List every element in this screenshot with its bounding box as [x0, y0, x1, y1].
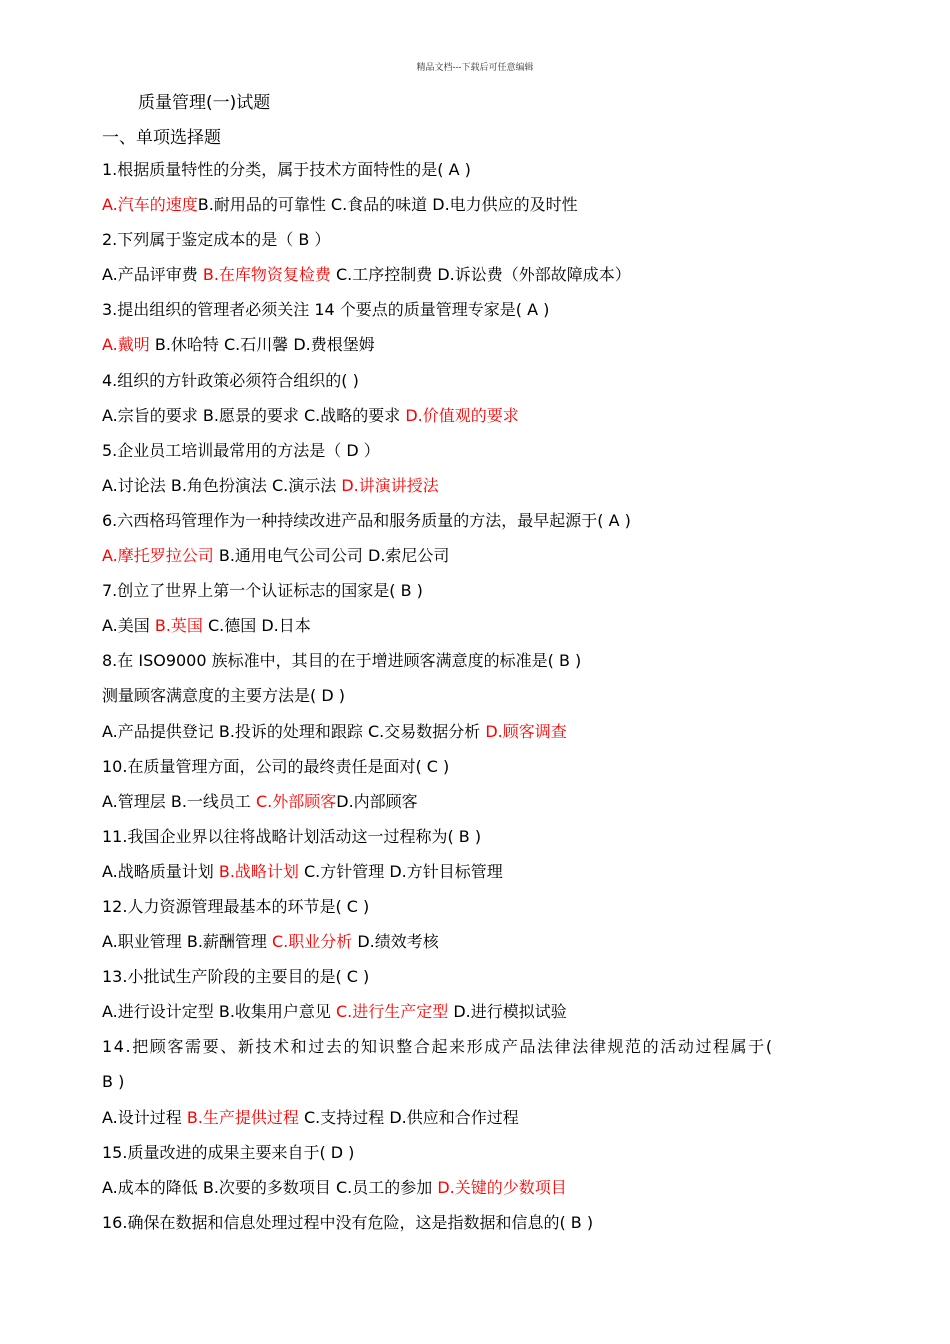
text-line	[102, 825, 862, 860]
text-line	[102, 1035, 862, 1070]
text-line	[102, 474, 862, 509]
page-title: 质量管理(一)试题	[138, 93, 271, 113]
text-line	[102, 895, 862, 930]
answer-highlight: A.摩托罗拉公司	[102, 546, 214, 566]
line-text: D.进行模拟试验	[448, 1002, 567, 1022]
text-line	[102, 263, 862, 298]
text-line	[102, 158, 862, 193]
answer-highlight: B.生产提供过程	[186, 1107, 299, 1127]
line-text: C.方针管理 D.方针目标管理	[298, 861, 503, 881]
line-text: C.支持过程 D.供应和合作过程	[298, 1107, 519, 1127]
answer-highlight: A.汽车的速度	[102, 195, 198, 215]
text-line	[102, 333, 862, 368]
line-text: 15.质量改进的成果主要来自于( D )	[102, 1142, 355, 1162]
line-text: A.设计过程	[102, 1107, 187, 1127]
header-note: 精品文档---下载后可任意编辑	[416, 63, 534, 73]
line-text: 8.在 ISO9000 族标准中，其目的在于增进顾客满意度的标准是( B )	[102, 651, 582, 671]
line-text: B.休哈特 C.石川馨 D.费根堡姆	[149, 335, 375, 355]
text-line	[102, 614, 862, 649]
text-line	[102, 369, 862, 404]
line-text: 12.人力资源管理最基本的环节是( C )	[102, 896, 370, 916]
line-text: A.成本的降低 B.次要的多数项目 C.员工的参加	[102, 1177, 438, 1197]
text-line	[102, 404, 862, 439]
line-text: 11.我国企业界以往将战略计划活动这一过程称为( B )	[102, 826, 482, 846]
answer-highlight: B.战略计划	[218, 861, 299, 881]
text-line	[102, 720, 862, 755]
answer-highlight: B.在库物资复检费	[202, 265, 331, 285]
text-line	[102, 1176, 862, 1211]
line-text: 5.企业员工培训最常用的方法是（ D ）	[102, 440, 380, 460]
line-text: D.绩效考核	[352, 932, 439, 952]
text-line	[102, 439, 862, 474]
text-line	[102, 755, 862, 790]
line-text: A.产品提供登记 B.投诉的处理和跟踪 C.交易数据分析	[102, 721, 486, 741]
answer-highlight: A.戴明	[102, 335, 150, 355]
text-line	[102, 1000, 862, 1035]
text-line	[102, 930, 862, 965]
line-text: 7.创立了世界上第一个认证标志的国家是( B )	[102, 581, 423, 601]
line-text: A.美国	[102, 616, 155, 636]
text-line	[102, 649, 862, 684]
line-text: C.工序控制费 D.诉讼费（外部故障成本）	[330, 265, 631, 285]
line-text: 10.在质量管理方面，公司的最终责任是面对( C )	[102, 756, 450, 776]
line-text: A.管理层 B.一线员工	[102, 791, 256, 811]
line-text: A.产品评审费	[102, 265, 203, 285]
answer-highlight: B.英国	[154, 616, 203, 636]
line-text: 2.下列属于鉴定成本的是（ B ）	[102, 230, 331, 250]
text-line	[102, 860, 862, 895]
answer-highlight: D.顾客调查	[485, 721, 567, 741]
text-line	[102, 579, 862, 614]
line-text: A.进行设计定型 B.收集用户意见	[102, 1002, 336, 1022]
answer-highlight: C.职业分析	[272, 932, 353, 952]
line-text: A.战略质量计划	[102, 861, 219, 881]
line-text: B.通用电气公司公司 D.索尼公司	[213, 546, 450, 566]
line-text: 1.根据质量特性的分类，属于技术方面特性的是( A )	[102, 160, 471, 179]
line-text: A.宗旨的要求 B.愿景的要求 C.战略的要求	[102, 405, 406, 425]
line-text: A.讨论法 B.角色扮演法 C.演示法	[102, 475, 342, 495]
question-list	[102, 158, 862, 1246]
text-line	[102, 1211, 862, 1246]
line-text: 测量顾客满意度的主要方法是( D )	[102, 686, 345, 706]
text-line	[102, 544, 862, 579]
text-line	[102, 228, 862, 263]
text-line	[102, 509, 862, 544]
line-text: A.职业管理 B.薪酬管理	[102, 932, 272, 952]
text-line	[102, 1070, 862, 1105]
text-line	[102, 790, 862, 825]
line-text: 13.小批试生产阶段的主要目的是( C )	[102, 967, 370, 987]
line-text: B.耐用品的可靠性 C.食品的味道 D.电力供应的及时性	[197, 195, 578, 215]
line-text: 4.组织的方针政策必须符合组织的( )	[102, 370, 359, 390]
answer-highlight: D.关键的少数项目	[437, 1177, 567, 1197]
text-line	[102, 1106, 862, 1141]
text-line	[102, 1141, 862, 1176]
line-text: 16.确保在数据和信息处理过程中没有危险，这是指数据和信息的( B )	[102, 1212, 594, 1232]
line-text: B )	[102, 1072, 125, 1092]
answer-highlight: D.价值观的要求	[405, 405, 519, 425]
line-text: 6.六西格玛管理作为一种持续改进产品和服务质量的方法，最早起源于( A )	[102, 510, 631, 530]
line-text: D.内部顾客	[336, 791, 418, 811]
line-text: C.德国 D.日本	[202, 616, 311, 636]
section-heading: 一、单项选择题	[102, 128, 221, 148]
text-line	[102, 684, 862, 719]
line-text: 14.把顾客需要、新技术和过去的知识整合起来形成产品法律法律规范的活动过程属于(	[102, 1037, 774, 1057]
line-text: 3.提出组织的管理者必须关注 14 个要点的质量管理专家是( A )	[102, 300, 550, 320]
text-line	[102, 298, 862, 333]
answer-highlight: D.讲演讲授法	[341, 475, 439, 495]
answer-highlight: C.进行生产定型	[336, 1002, 449, 1022]
answer-highlight: C.外部顾客	[256, 791, 337, 811]
text-line	[102, 193, 862, 228]
text-line	[102, 965, 862, 1000]
